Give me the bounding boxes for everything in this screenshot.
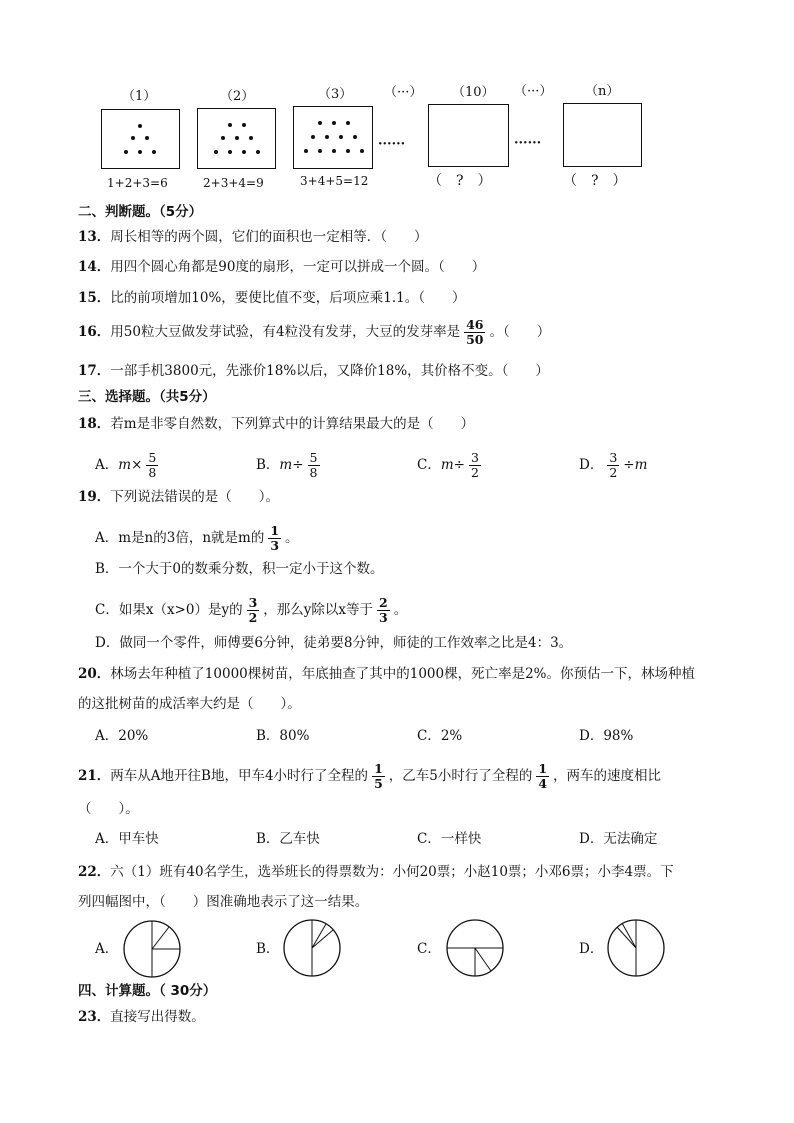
question-21: 21．两车从A地开往B地，甲车4小时行了全程的 $\frac{1}{5}$ ，乙车5小时行了全程的 $\frac{1}{4}$ ，两车的速度相比 bbox=[78, 761, 662, 791]
q19-option-c[interactable]: C．如果x（x>0）是y的 $\frac{3}{2}$ ，那么y除以x等于 $\frac{2}{3}$ 。 bbox=[95, 595, 408, 625]
pattern-box-1 bbox=[101, 109, 180, 169]
question-13: 13．周长相等的两个圆，它们的面积也一定相等．（ ） bbox=[78, 229, 428, 245]
q18-option-d[interactable]: D． $\frac{3}{2}$ ÷m bbox=[579, 450, 648, 480]
q19-option-a[interactable]: A．m是n的3倍，n就是m的 $\frac{1}{3}$ 。 bbox=[95, 523, 299, 553]
question-17: 17．一部手机3800元，先涨价18%以后，又降价18%，其价格不变。（ ） bbox=[78, 363, 549, 379]
q22-option-b[interactable]: B． bbox=[256, 941, 280, 957]
question-15: 15．比的前项增加10%，要使比值不变，后项应乘1.1。（ ） bbox=[78, 290, 466, 306]
pattern-label-ellipsis-2: （···） bbox=[514, 84, 553, 99]
q20-option-d[interactable]: D．98% bbox=[579, 728, 634, 744]
section-2-title: 二、判断题。（5分） bbox=[78, 204, 203, 220]
q22-option-c[interactable]: C． bbox=[417, 941, 441, 957]
question-16: 16．用50粒大豆做发芽试验，有4粒没有发芽，大豆的发芽率是 $\frac{46}{50}$ 。（ ） bbox=[78, 317, 551, 347]
question-14: 14．用四个圆心角都是90度的扇形，一定可以拼成一个圆。（ ） bbox=[78, 259, 486, 275]
q18-option-c[interactable]: C．m÷ $\frac{3}{2}$ bbox=[417, 450, 479, 480]
q21-option-d[interactable]: D．无法确定 bbox=[579, 831, 658, 847]
q19-option-d[interactable]: D．做同一个零件，师傅要6分钟，徒弟要8分钟，师徒的工作效率之比是4：3。 bbox=[95, 635, 573, 651]
question-20: 20．林场去年种植了10000棵树苗，年底抽查了其中的1000棵，死亡率是2%。你预估一下，林场种植 bbox=[78, 666, 696, 682]
question-21-line-2: （ ）。 bbox=[78, 801, 139, 817]
section-4-title: 四、计算题。（ 30分） bbox=[78, 983, 217, 999]
pattern-box-3 bbox=[293, 106, 373, 169]
q20-option-a[interactable]: A．20% bbox=[95, 728, 149, 744]
question-22-line-2: 列四幅图中，（ ）图准确地表示了这一结果。 bbox=[78, 894, 369, 910]
q22-option-d[interactable]: D． bbox=[579, 941, 604, 957]
pattern-caption-3: 3+4+5=12 bbox=[300, 174, 369, 188]
q22-pie-a[interactable] bbox=[122, 919, 182, 979]
question-19: 19．下列说法错误的是（ ）。 bbox=[78, 489, 280, 505]
q21-option-a[interactable]: A．甲车快 bbox=[95, 831, 159, 847]
pattern-label-ellipsis-1: （···） bbox=[384, 85, 423, 100]
pattern-label-n: （n） bbox=[585, 84, 620, 99]
fraction-46-50: $\frac{46}{50}$ bbox=[466, 317, 484, 347]
section-3-title: 三、选择题。（共5分） bbox=[78, 389, 216, 405]
question-23: 23．直接写出得数。 bbox=[78, 1009, 205, 1025]
pattern-box-n bbox=[563, 103, 642, 167]
q21-option-c[interactable]: C．一样快 bbox=[417, 831, 482, 847]
pattern-box-10 bbox=[428, 104, 509, 167]
pattern-label-1: （1） bbox=[122, 89, 157, 104]
pattern-unknown-n: （ ? ） bbox=[563, 173, 627, 189]
pattern-label-10: （10） bbox=[452, 85, 495, 100]
pattern-ellipsis-1: ······ bbox=[378, 137, 406, 152]
q22-option-a[interactable]: A． bbox=[95, 941, 119, 957]
pattern-box-2 bbox=[197, 108, 276, 169]
q22-pie-c[interactable] bbox=[445, 918, 505, 978]
q19-option-b[interactable]: B．一个大于0的数乘分数，积一定小于这个数。 bbox=[95, 561, 384, 577]
pattern-unknown-10: （ ? ） bbox=[428, 173, 492, 189]
pattern-caption-1: 1+2+3=6 bbox=[107, 176, 168, 190]
q18-option-a[interactable]: A．m× $\frac{5}{8}$ bbox=[95, 450, 157, 480]
q21-option-b[interactable]: B．乙车快 bbox=[256, 831, 320, 847]
pattern-label-2: （2） bbox=[220, 89, 255, 104]
q22-pie-d[interactable] bbox=[606, 918, 666, 978]
q22-pie-b[interactable] bbox=[282, 918, 342, 978]
q18-option-b[interactable]: B．m÷ $\frac{5}{8}$ bbox=[256, 450, 318, 480]
question-20-line-2: 的这批树苗的成活率大约是（ ）。 bbox=[78, 696, 301, 712]
pattern-caption-2: 2+3+4=9 bbox=[203, 176, 264, 190]
q20-option-c[interactable]: C．2% bbox=[417, 728, 463, 744]
question-18: 18．若m是非零自然数，下列算式中的计算结果最大的是（ ） bbox=[78, 416, 475, 432]
q20-option-b[interactable]: B．80% bbox=[256, 728, 310, 744]
question-22: 22．六（1）班有40名学生，选举班长的得票数为：小何20票；小赵10票；小邓6票；小李4票。下 bbox=[78, 864, 674, 880]
pattern-label-3: （3） bbox=[318, 87, 353, 102]
pattern-ellipsis-2: ······ bbox=[514, 136, 542, 151]
